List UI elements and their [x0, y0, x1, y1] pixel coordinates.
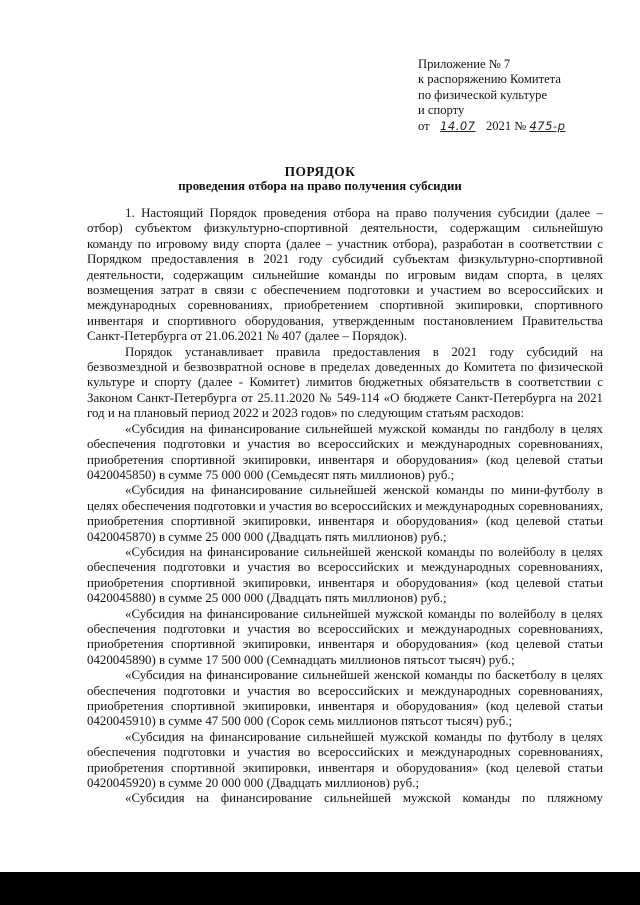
appendix-number: Приложение № 7	[418, 57, 511, 71]
paragraph-5: «Субсидия на финансирование сильнейшей женской команды по волейболу в целях обеспечения подготовки и участия во всероссийских и международных соревнованиях, приобретения спортивной экипировки, инвентаря и оборудования» (код целевой статьи 0420045880) в сумме 25 000 000 (Двадцать пять миллионов) руб.;	[87, 544, 603, 606]
scan-edge-band	[0, 872, 640, 905]
paragraph-7: «Субсидия на финансирование сильнейшей женской команды по баскетболу в целях обеспечения подготовки и участия во всероссийских и международных соревнованиях, приобретения спортивной экипировки, инвентаря и оборудования» (код целевой статьи 0420045910) в сумме 47 500 000 (Сорок семь миллионов пятьсот тысяч) руб.;	[87, 668, 603, 729]
handwritten-order-number: 475-р	[529, 118, 566, 133]
appendix-sport: и спорту	[418, 103, 465, 118]
appendix-order-ref: к распоряжению Комитета	[418, 72, 561, 87]
appendix-committee: по физической культуре	[418, 87, 548, 102]
paragraph-2: Порядок устанавливает правила предоставления в 2021 году субсидий на безвозмездной и безвозвратной основе в пределах доведенных до Комитета по физической культуре и спорту (далее - Комитет) лимитов бюджетных обязательств в соответствии с Законом Санкт-Петербурга от 25.11.2020 № 549-114 «О бюджете Санкт-Петербурга на 2021 год и на плановый период 2022 и 2023 годов» по следующим статьям расходов:	[87, 344, 603, 421]
paragraph-6: «Субсидия на финансирование сильнейшей мужской команды по волейболу в целях обеспечения подготовки и участия во всероссийских и международных соревнованиях, приобретения спортивной экипировки, инвентаря и оборудования» (код целевой статьи 0420045890) в сумме 17 500 000 (Семнадцать миллионов пятьсот тысяч) руб.;	[87, 606, 603, 667]
date-year-number: 2021 №	[485, 118, 527, 133]
document-subtitle: проведения отбора на право получения субсидии	[178, 179, 462, 193]
paragraph-4: «Субсидия на финансирование сильнейшей женской команды по мини-футболу в целях обеспечения подготовки и участия во всероссийских и международных соревнованиях, приобретения спортивной экипировки, инвентаря и оборудования» (код целевой статьи 0420045870) в сумме 25 000 000 (Двадцать пять миллионов) руб.;	[87, 483, 603, 544]
date-prefix: от	[418, 118, 430, 133]
appendix-header	[418, 57, 565, 134]
paragraph-1: 1. Настоящий Порядок проведения отбора на право получения субсидии (далее – отбор) субъектом физкультурно-спортивной деятельности, содержащим сильнейшую команду по игровому виду спорта (далее – участник отбора), разработан в соответствии с Порядком предоставления в 2021 году субсидий субъектам физкультурно-спортивной деятельности, содержащим сильнейшие команды по игровым видам спорта, в целях возмещения затрат в связи с обеспечением подготовки и участием во всероссийских и международных соревнованиях, приобретением спортивной экипировки, спортивного инвентаря и спортивного оборудования, утвержденным постановлением Правительства Санкт-Петербурга от 21.06.2021 № 407 (далее – Порядок).	[87, 206, 603, 344]
appendix-date-line	[418, 119, 565, 134]
handwritten-date: 14.07	[440, 118, 476, 133]
paragraph-8: «Субсидия на финансирование сильнейшей мужской команды по футболу в целях обеспечения подготовки и участия во всероссийских и международных соревнованиях, приобретения спортивной экипировки, инвентаря и оборудования» (код целевой статьи 0420045920) в сумме 20 000 000 (Двадцать миллионов) руб.;	[87, 729, 603, 791]
paragraph-3: «Субсидия на финансирование сильнейшей мужской команды по гандболу в целях обеспечения подготовки и участия во всероссийских и международных соревнованиях, приобретения спортивной экипировки, инвентаря и оборудования» (код целевой статьи 0420045850) в сумме 75 000 000 (Семьдесят пять миллионов) руб.;	[87, 421, 603, 482]
document-body	[87, 206, 603, 807]
document-title: ПОРЯДОК	[284, 164, 356, 179]
paragraph-9: «Субсидия на финансирование сильнейшей мужской команды по пляжному	[125, 791, 603, 806]
